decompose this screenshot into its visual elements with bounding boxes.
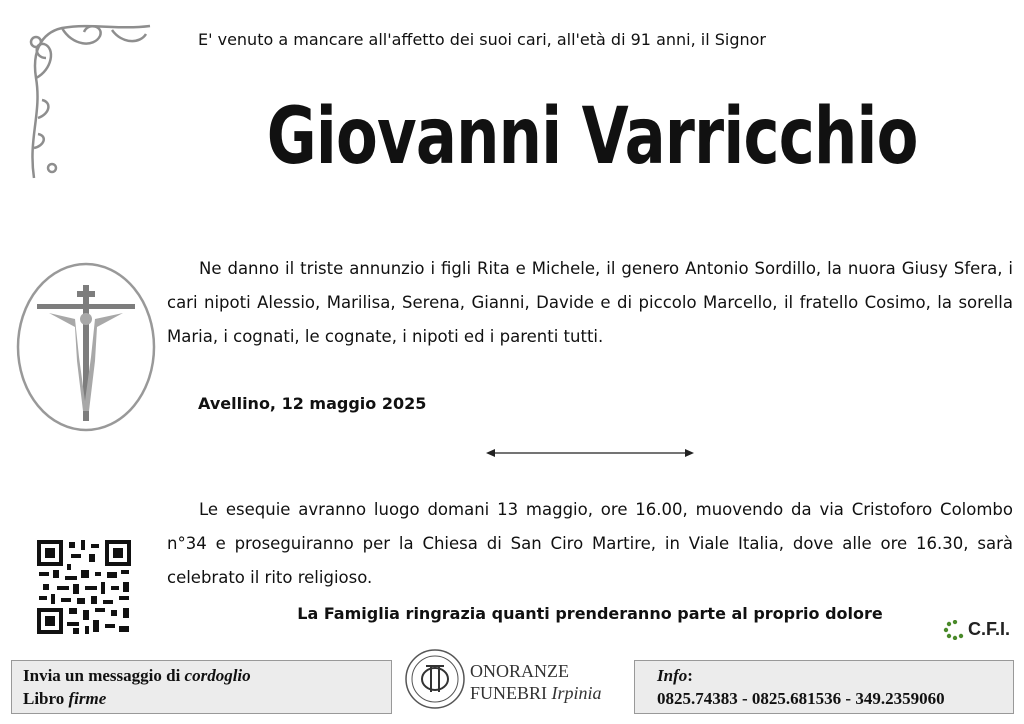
intro-text: E' venuto a mancare all'affetto dei suoi cari, all'età di 91 anni, il Signor xyxy=(198,30,767,49)
place-date: Avellino, 12 maggio 2025 xyxy=(198,394,427,413)
funeral-paragraph: Le esequie avranno luogo domani 13 maggio, ore 16.00, muovendo da via Cristoforo Colombo n°34 e proseguiranno per la Chiesa di San Ciro Martire, in Viale Italia, dove alle ore 16.30, sarà celebrato il rito religioso. xyxy=(167,500,1013,587)
cfi-label: C.F.I. xyxy=(968,619,1011,639)
guestbook-link[interactable]: Libro firme xyxy=(23,689,107,708)
agency-seal-icon xyxy=(404,648,466,710)
condolence-box[interactable] xyxy=(11,660,392,714)
cfi-dots-icon xyxy=(942,620,968,640)
info-label: Info: xyxy=(657,666,693,685)
double-arrow-divider-icon xyxy=(486,447,694,459)
crucifix-icon xyxy=(15,261,157,433)
info-box xyxy=(634,660,1014,714)
condolence-message-link[interactable]: Invia un messaggio di cordoglio xyxy=(23,666,251,685)
family-paragraph: Ne danno il triste annunzio i figli Rita e Michele, il genero Antonio Sordillo, la nuora Giusy Sfera, i cari nipoti Alessio, Marilisa, Serena, Gianni, Davide e di piccolo Marcello, il fratello Cosimo, la sorella Maria, i cognati, le cognate, i nipoti ed i parenti tutti. xyxy=(167,259,1013,346)
agency-name: ONORANZE FUNEBRI Irpinia xyxy=(470,661,602,703)
deceased-name: Giovanni Varricchio xyxy=(266,92,918,182)
phone-numbers[interactable]: 0825.74383 - 0825.681536 - 349.2359060 xyxy=(657,689,945,708)
family-thanks: La Famiglia ringrazia quanti prenderanno parte al proprio dolore xyxy=(297,604,883,623)
